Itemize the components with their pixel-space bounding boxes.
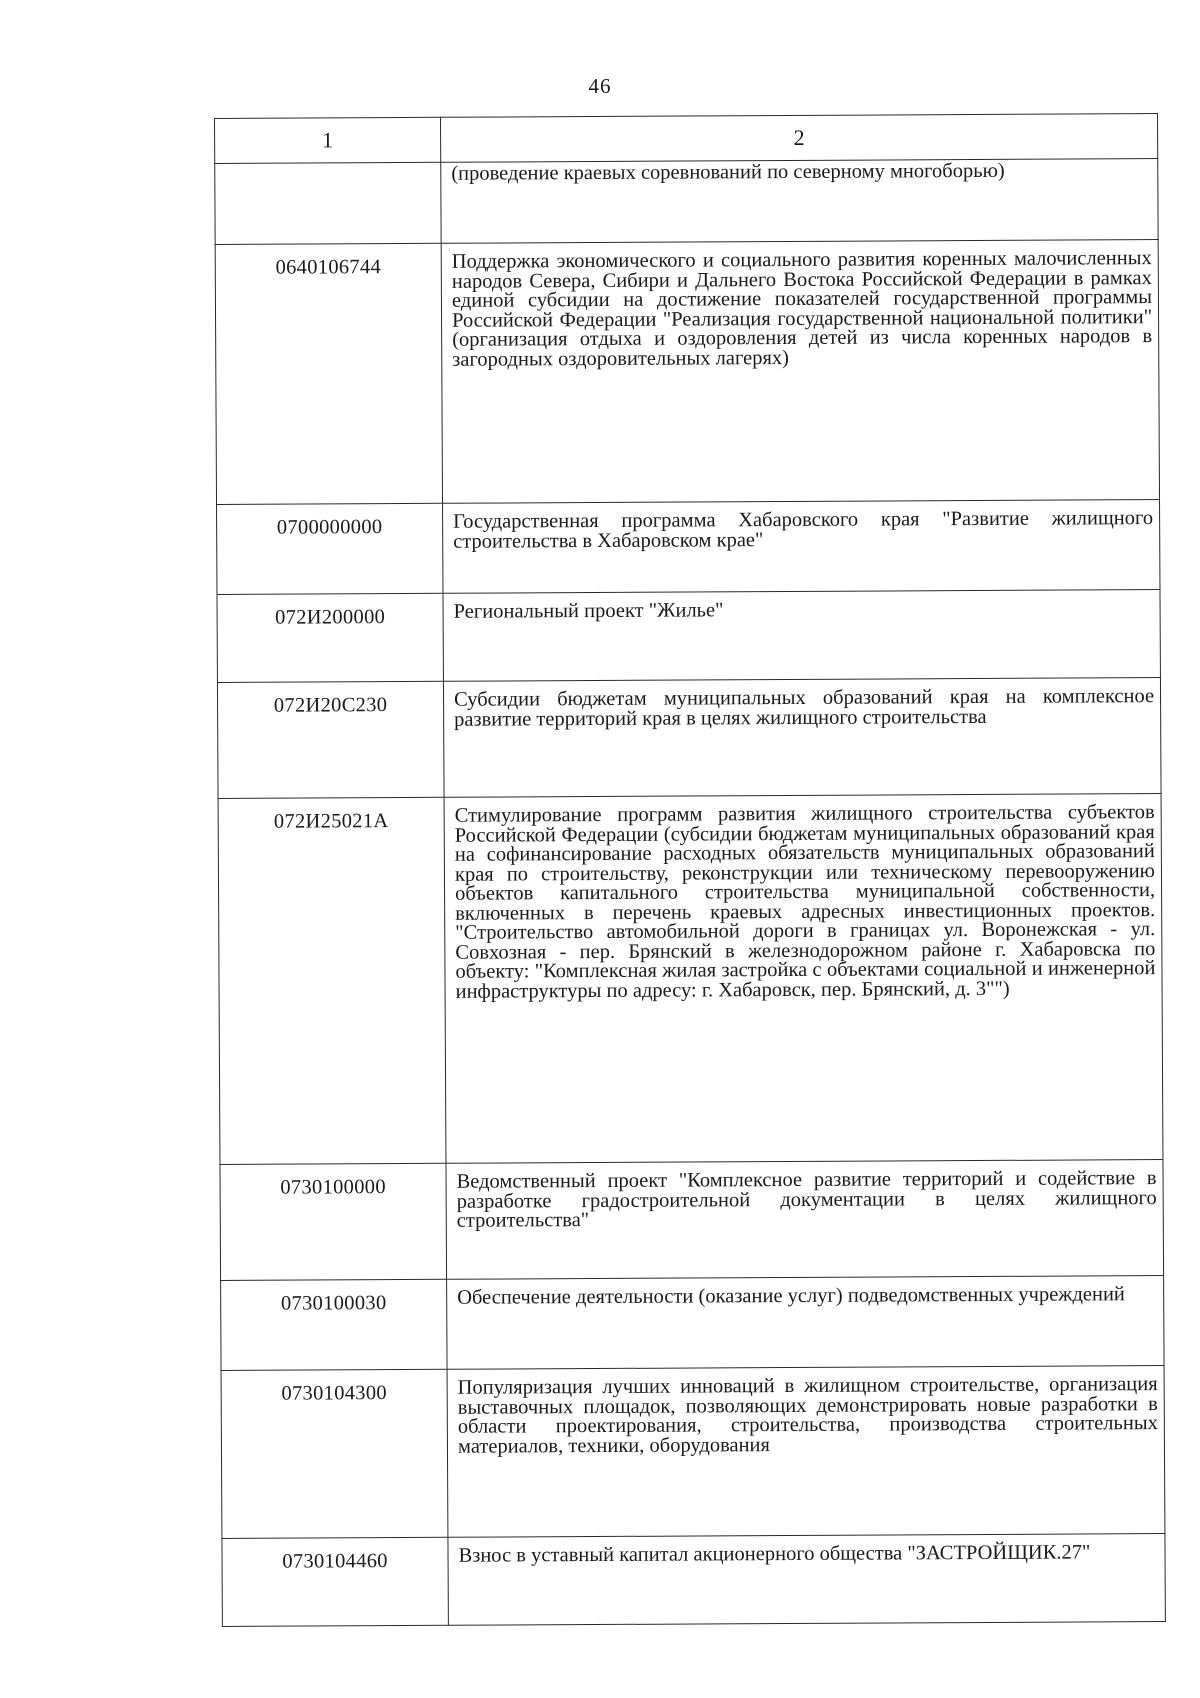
table-row: [217, 590, 1160, 683]
table-row: [215, 240, 1159, 505]
table-row: [221, 1276, 1164, 1371]
row-code: [215, 162, 441, 244]
row-name: Ведомственный проект "Комплексное развитие территорий и содействие в разработке градостроительной документации в целях жилищного строительства": [446, 1160, 1164, 1280]
row-name: Взнос в уставный капитал акционерного общества "ЗАСТРОЙЩИК.27": [448, 1534, 1165, 1626]
row-name: Стимулирование программ развития жилищного строительства субъектов Российской Федерации (субсидии бюджетам муниципальных образований края на софинансирование расходных обязательств муниципальных образований края по строительству, реконструкции или техническому перевооружению объектов капитального строительства муниципальной собственности, включенных в перечень краевых адресных инвестиционных проектов. "Строительство автомобильной дороги в границах ул. Воронежская - ул. Совхозная - пер. Брянский в железнодорожном районе г. Хабаровска по объекту: "Комплексная жилая застройка с объектами социальной и инженерной инфраструктуры по адресу: г. Хабаровск, пер. Брянский, д. 3""): [444, 794, 1163, 1164]
column-header-name: 2: [440, 114, 1157, 163]
row-name: Популяризация лучших инноваций в жилищном строительстве, организация выставочных площадок, позволяющих демонстрировать новые разработки в области проектирования, строительства, производства строительных материалов, техники, оборудования: [447, 1366, 1165, 1538]
row-code: 072И200000: [217, 593, 443, 682]
row-name: Поддержка экономического и социального развития коренных малочисленных народов Севера, Сибири и Дальнего Востока Российской Федерации в рамках единой субсидии на достижение показателей государственной программы Российской Федерации "Реализация государственной национальной политики" (организация отдыха и оздоровления детей из числа коренных народов в загородных оздоровительных лагерях): [441, 240, 1159, 504]
row-name: Обеспечение деятельности (оказание услуг) подведомственных учреждений: [447, 1276, 1164, 1370]
table-row: [221, 1366, 1165, 1539]
row-code: 0640106744: [215, 243, 442, 504]
row-code: 0700000000: [217, 503, 443, 594]
column-header-code: 1: [215, 117, 441, 163]
table-row: [218, 794, 1163, 1165]
row-code: 072И25021А: [218, 797, 446, 1164]
table-row: [217, 678, 1161, 799]
row-code: 072И20С230: [217, 681, 444, 798]
row-name: Субсидии бюджетам муниципальных образований края на комплексное развитие территорий края в целях жилищного строительства: [443, 678, 1161, 798]
table-row: [222, 1534, 1165, 1627]
row-code: 0730100000: [220, 1163, 447, 1280]
table-row: [217, 500, 1160, 595]
table-row: [220, 1160, 1164, 1281]
row-name: Региональный проект "Жилье": [443, 590, 1160, 682]
page-number: 46: [588, 74, 612, 98]
row-name: (проведение краевых соревнований по северному многоборью): [441, 159, 1158, 244]
table-header-row: [215, 114, 1158, 164]
row-code: 0730100030: [221, 1279, 447, 1370]
row-name: Государственная программа Хабаровского края "Развитие жилищного строительства в Хабаровском крае": [443, 500, 1160, 594]
table-row: [215, 159, 1158, 245]
row-code: 0730104300: [221, 1369, 448, 1538]
row-code: 0730104460: [222, 1537, 448, 1626]
budget-code-table: [214, 113, 1166, 1627]
